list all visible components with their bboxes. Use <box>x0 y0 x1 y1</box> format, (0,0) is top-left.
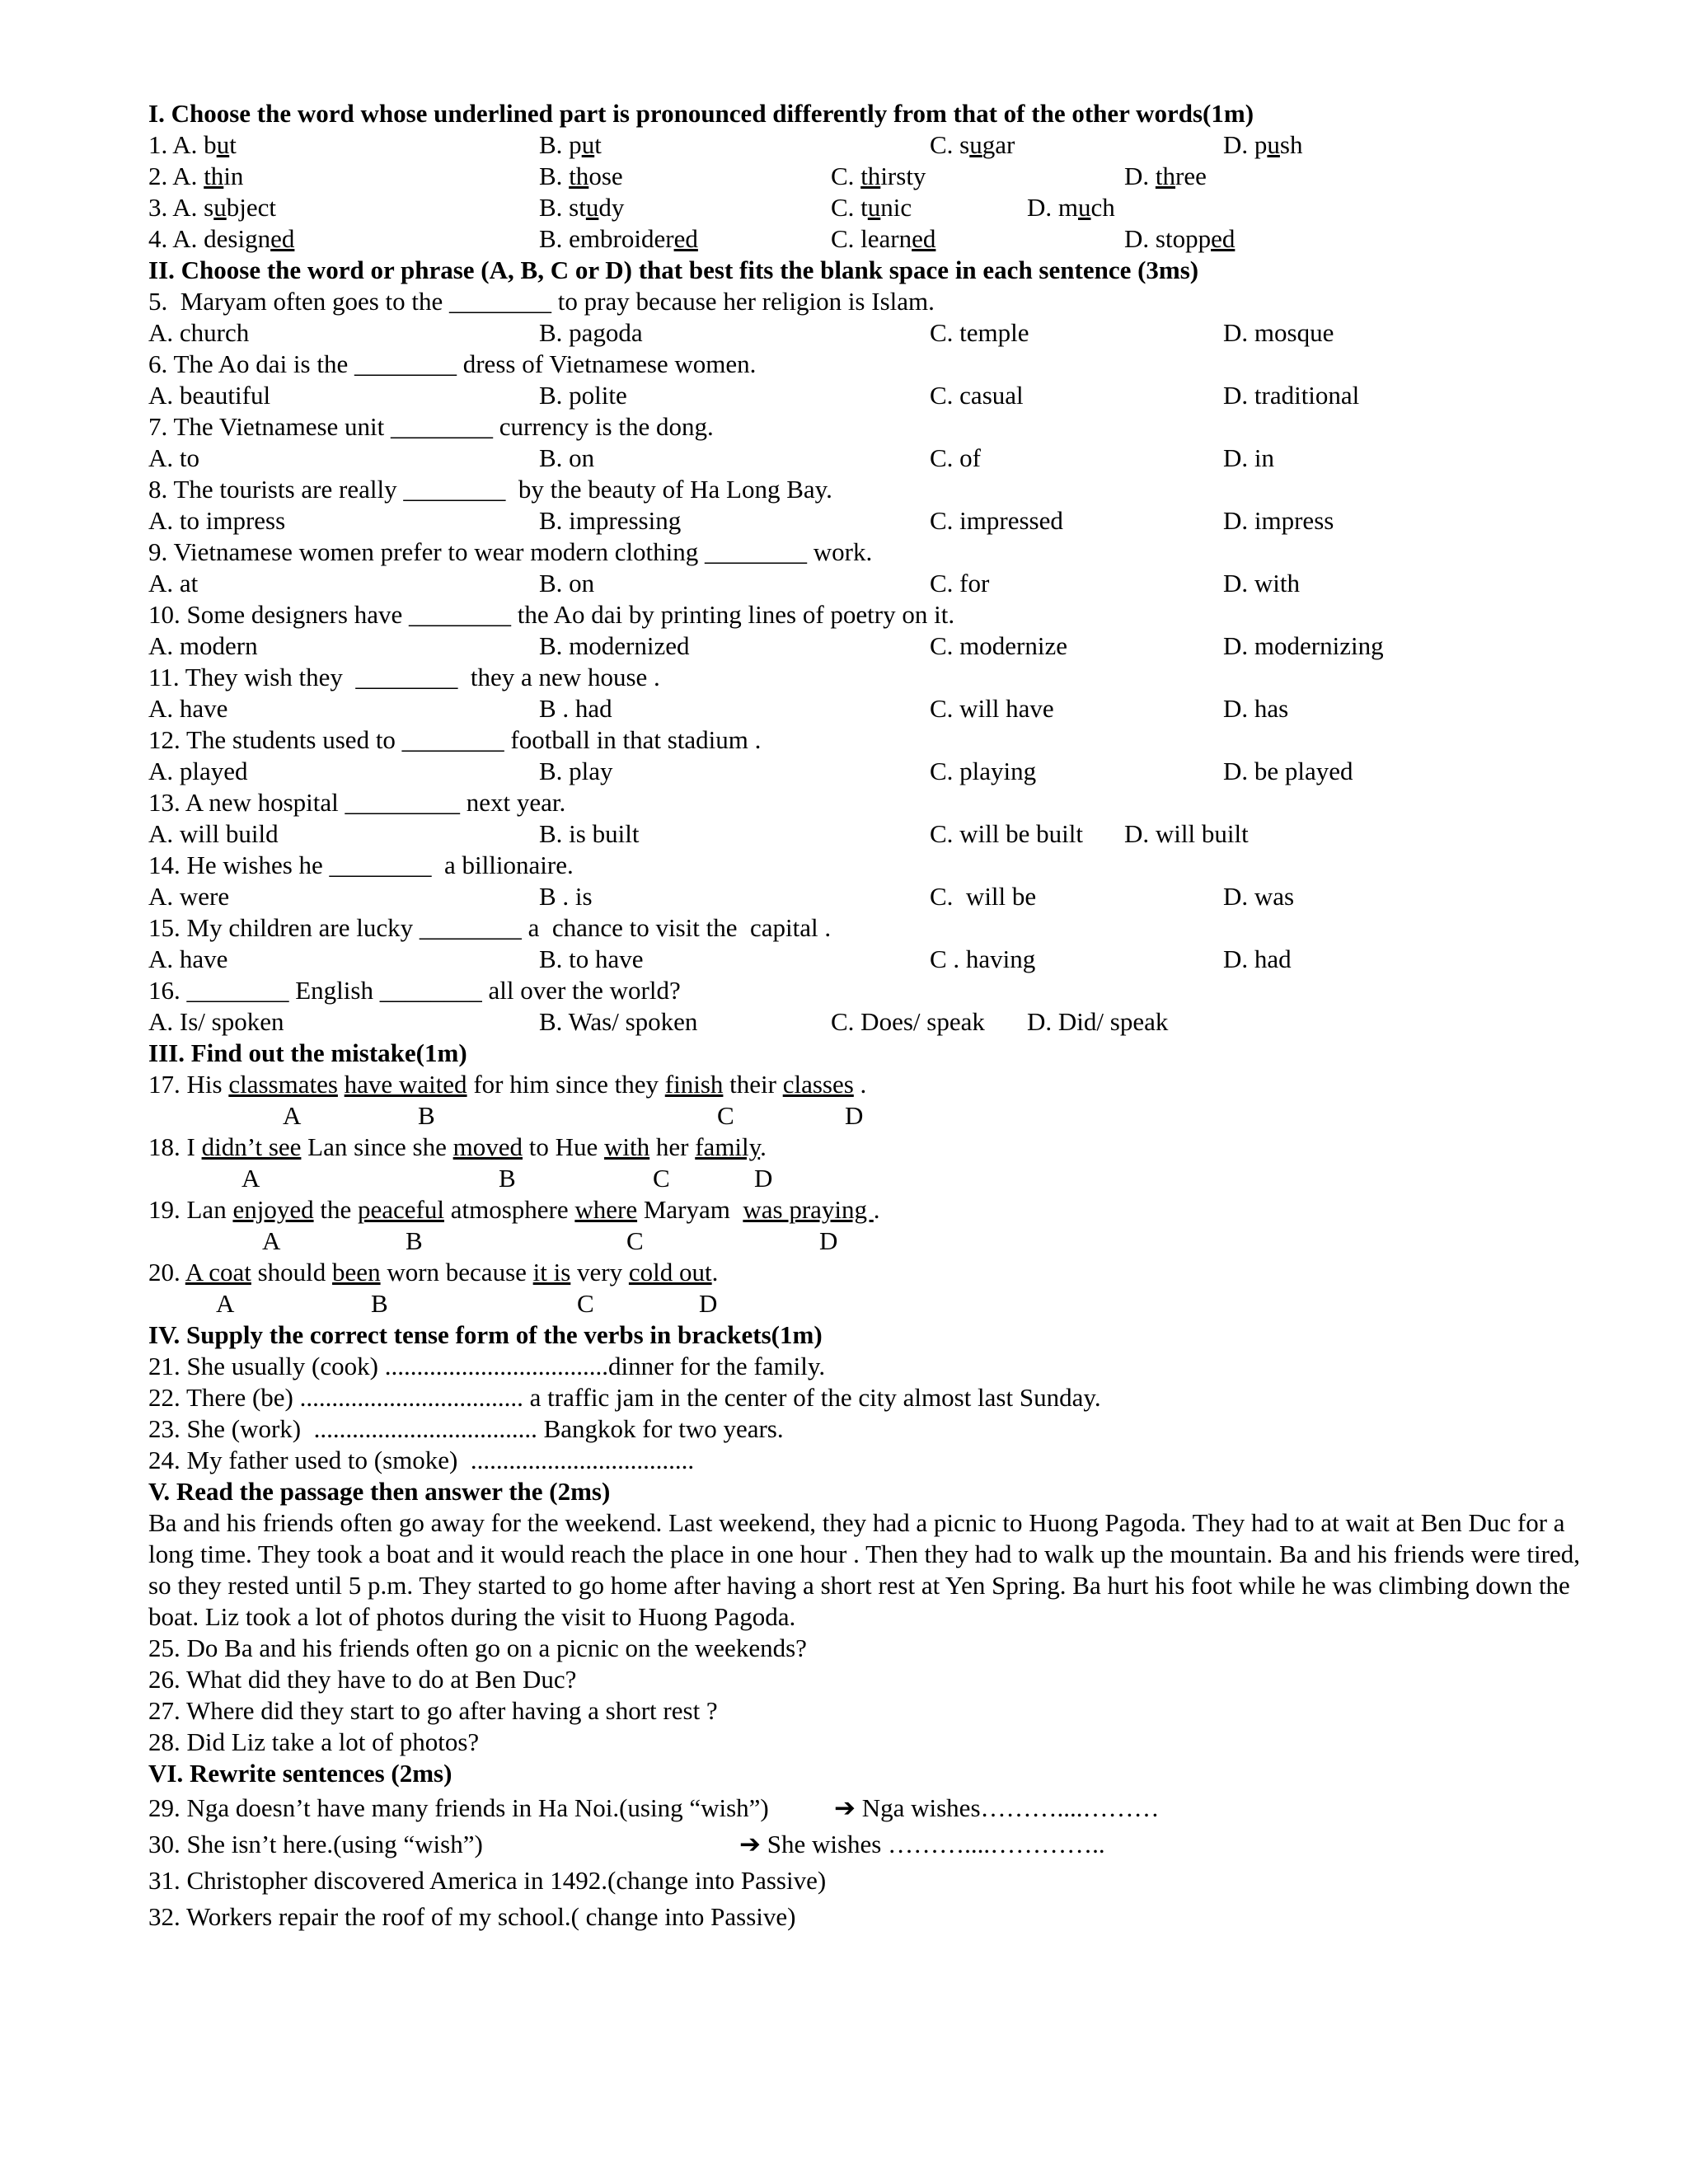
q13-option-a: A. will build <box>148 819 279 848</box>
q24-line: 24. My father used to (smoke) ................................... <box>148 1446 695 1474</box>
q6-option-c: C. casual <box>930 381 1024 410</box>
q8-option-b: B. impressing <box>539 506 682 535</box>
q5-option-a: A. church <box>148 318 250 347</box>
q3-option-d: D. much <box>1027 193 1115 222</box>
q27-line: 27. Where did they start to go after having a short rest ? <box>148 1696 718 1725</box>
q11-option-a: A. have <box>148 694 228 723</box>
q16-option-d: D. Did/ speak <box>1027 1007 1169 1036</box>
q17-sentence: 17. His classmates have waited for him since they finish their classes . <box>148 1070 867 1099</box>
q13-option-d: D. will built <box>1124 819 1249 848</box>
q20-letter-c: C <box>577 1289 594 1318</box>
q30-answer: ➔ She wishes ………....………….. <box>739 1830 1105 1858</box>
q8-option-d: D. impress <box>1223 506 1334 535</box>
q20-sentence: 20. A coat should been worn because it is very cold out. <box>148 1258 719 1286</box>
q18-letter-c: C <box>653 1164 670 1193</box>
q18-letter-d: D <box>754 1164 773 1193</box>
q12-stem: 12. The students used to ________ football in that stadium . <box>148 725 762 754</box>
q10-stem: 10. Some designers have ________ the Ao dai by printing lines of poetry on it. <box>148 600 955 629</box>
q5-option-c: C. temple <box>930 318 1029 347</box>
q7-option-b: B. on <box>539 443 595 472</box>
q19-letter-a: A <box>262 1226 281 1255</box>
q31-line: 31. Christopher discovered America in 1492.(change into Passive) <box>148 1866 827 1895</box>
q11-stem: 11. They wish they ________ they a new house . <box>148 663 660 691</box>
q5-option-d: D. mosque <box>1223 318 1334 347</box>
q12-option-b: B. play <box>539 757 613 785</box>
q10-option-b: B. modernized <box>539 631 690 660</box>
q23-line: 23. She (work) ................................... Bangkok for two years. <box>148 1414 784 1443</box>
q19-letter-d: D <box>819 1226 838 1255</box>
q4-option-b: B. embroidered <box>539 224 698 253</box>
q8-stem: 8. The tourists are really ________ by the beauty of Ha Long Bay. <box>148 475 832 504</box>
section-5-heading: V. Read the passage then answer the (2ms) <box>148 1477 611 1506</box>
section-6-heading: VI. Rewrite sentences (2ms) <box>148 1759 452 1788</box>
q13-option-c: C. will be built <box>930 819 1083 848</box>
q16-stem: 16. ________ English ________ all over the world? <box>148 976 681 1005</box>
q14-stem: 14. He wishes he ________ a billionaire. <box>148 851 574 879</box>
q9-option-c: C. for <box>930 569 990 598</box>
q30-stem: 30. She isn’t here.(using “wish”) <box>148 1830 483 1858</box>
section-4-heading: IV. Supply the correct tense form of the verbs in brackets(1m) <box>148 1320 823 1349</box>
q4-option-a: 4. A. designed <box>148 224 295 253</box>
q1-option-b: B. put <box>539 130 602 159</box>
q11-option-c: C. will have <box>930 694 1054 723</box>
q18-sentence: 18. I didn’t see Lan since she moved to Hue with her family. <box>148 1132 767 1161</box>
q29-stem: 29. Nga doesn’t have many friends in Ha Noi.(using “wish”) <box>148 1793 769 1822</box>
q14-option-d: D. was <box>1223 882 1295 911</box>
q17-letter-a: A <box>283 1101 302 1130</box>
q15-option-c: C . having <box>930 944 1036 973</box>
q2-option-a: 2. A. thin <box>148 162 244 190</box>
q9-option-b: B. on <box>539 569 595 598</box>
section-3-heading: III. Find out the mistake(1m) <box>148 1038 467 1067</box>
q11-option-d: D. has <box>1223 694 1289 723</box>
q18-letter-a: A <box>241 1164 260 1193</box>
q6-option-b: B. polite <box>539 381 627 410</box>
q2-option-c: C. thirsty <box>831 162 926 190</box>
q13-stem: 13. A new hospital _________ next year. <box>148 788 566 817</box>
q1-option-a: 1. A. but <box>148 130 237 159</box>
q7-option-a: A. to <box>148 443 199 472</box>
q3-option-b: B. study <box>539 193 625 222</box>
q13-option-b: B. is built <box>539 819 640 848</box>
q1-option-c: C. sugar <box>930 130 1015 159</box>
q14-option-b: B . is <box>539 882 593 911</box>
q16-option-b: B. Was/ spoken <box>539 1007 698 1036</box>
q15-option-a: A. have <box>148 944 228 973</box>
q21-line: 21. She usually (cook) ...................................dinner for the family. <box>148 1352 826 1380</box>
q3-option-a: 3. A. subject <box>148 193 276 222</box>
q15-option-d: D. had <box>1223 944 1292 973</box>
q12-option-d: D. be played <box>1223 757 1353 785</box>
q10-option-d: D. modernizing <box>1223 631 1384 660</box>
q3-option-c: C. tunic <box>831 193 912 222</box>
q19-sentence: 19. Lan enjoyed the peaceful atmosphere where Maryam was praying . <box>148 1195 880 1224</box>
q14-option-a: A. were <box>148 882 230 911</box>
q6-option-d: D. traditional <box>1223 381 1360 410</box>
q16-option-c: C. Does/ speak <box>831 1007 985 1036</box>
q17-letter-d: D <box>845 1101 864 1130</box>
q17-letter-b: B <box>418 1101 435 1130</box>
q17-letter-c: C <box>717 1101 734 1130</box>
q9-option-d: D. with <box>1223 569 1300 598</box>
q32-line: 32. Workers repair the roof of my school.( change into Passive) <box>148 1902 796 1931</box>
q5-option-b: B. pagoda <box>539 318 643 347</box>
q2-option-b: B. those <box>539 162 623 190</box>
q29-answer: ➔ Nga wishes………....……… <box>834 1793 1160 1822</box>
reading-passage: Ba and his friends often go away for the weekend. Last weekend, they had a picnic to Huong Pagoda. They had to at wait at Ben Duc for a long time. They took a boat and it would reach the place in one hour . Then they had to walk up the mountain. Ba and his friends were tired, so they rested until 5 p.m. They started to go home after having a short rest at Yen Spring. Ba hurt his foot while he was climbing down the boat. Liz took a lot of photos during the visit to Huong Pagoda. <box>148 1508 1580 1631</box>
q4-option-d: D. stopped <box>1124 224 1236 253</box>
q20-letter-a: A <box>216 1289 235 1318</box>
q11-option-b: B . had <box>539 694 612 723</box>
q10-option-a: A. modern <box>148 631 258 660</box>
q25-line: 25. Do Ba and his friends often go on a picnic on the weekends? <box>148 1633 807 1662</box>
q15-stem: 15. My children are lucky ________ a chance to visit the capital . <box>148 913 832 942</box>
q26-line: 26. What did they have to do at Ben Duc? <box>148 1665 577 1694</box>
q18-letter-b: B <box>499 1164 516 1193</box>
q9-stem: 9. Vietnamese women prefer to wear modern clothing ________ work. <box>148 537 873 566</box>
q12-option-c: C. playing <box>930 757 1037 785</box>
q22-line: 22. There (be) ................................... a traffic jam in the center of the city almost last Sunday. <box>148 1383 1101 1412</box>
q7-option-c: C. of <box>930 443 981 472</box>
q8-option-c: C. impressed <box>930 506 1063 535</box>
q8-option-a: A. to impress <box>148 506 286 535</box>
q28-line: 28. Did Liz take a lot of photos? <box>148 1727 480 1756</box>
q12-option-a: A. played <box>148 757 248 785</box>
q20-letter-b: B <box>371 1289 388 1318</box>
q10-option-c: C. modernize <box>930 631 1068 660</box>
q9-option-a: A. at <box>148 569 199 598</box>
q19-letter-b: B <box>406 1226 423 1255</box>
q19-letter-c: C <box>626 1226 644 1255</box>
q6-option-a: A. beautiful <box>148 381 271 410</box>
q2-option-d: D. three <box>1124 162 1207 190</box>
q15-option-b: B. to have <box>539 944 644 973</box>
q20-letter-d: D <box>699 1289 718 1318</box>
section-1-heading: I. Choose the word whose underlined part is pronounced differently from that of the other words(1m) <box>148 99 1254 128</box>
q4-option-c: C. learned <box>831 224 936 253</box>
section-2-heading: II. Choose the word or phrase (A, B, C or D) that best fits the blank space in each sentence (3ms) <box>148 255 1199 284</box>
q5-stem: 5. Maryam often goes to the ________ to pray because her religion is Islam. <box>148 287 935 316</box>
q14-option-c: C. will be <box>930 882 1037 911</box>
q6-stem: 6. The Ao dai is the ________ dress of Vietnamese women. <box>148 349 757 378</box>
q1-option-d: D. push <box>1223 130 1303 159</box>
q7-option-d: D. in <box>1223 443 1274 472</box>
q16-option-a: A. Is/ spoken <box>148 1007 284 1036</box>
q7-stem: 7. The Vietnamese unit ________ currency is the dong. <box>148 412 714 441</box>
